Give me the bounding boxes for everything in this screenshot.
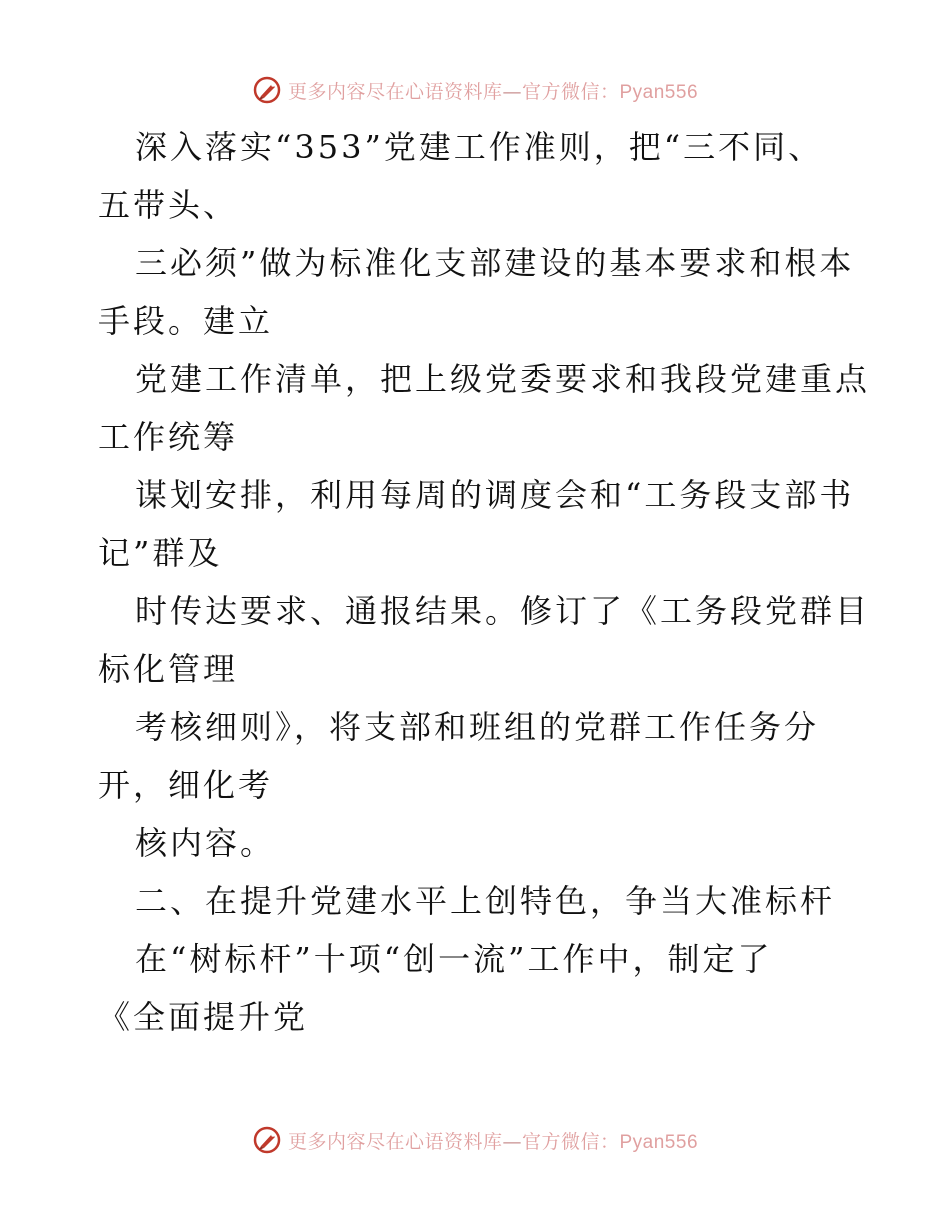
text-line: 五带头、 <box>98 186 239 224</box>
text-line: 时传达要求、通报结果。修订了《工务段党群目 <box>135 592 871 630</box>
text-line: 在“树标杆”十项“创一流”工作中，制定了 <box>135 940 773 978</box>
text-line: 记”群及 <box>98 534 223 572</box>
text-line: 考核细则》，将支部和班组的党群工作任务分 <box>135 708 820 746</box>
watermark-wechat-id: Pyan556 <box>619 81 699 103</box>
text-line: 谋划安排，利用每周的调度会和“工务段支部书 <box>135 476 855 514</box>
pen-logo-icon <box>252 75 282 105</box>
watermark-brand: 更多内容尽在心语资料库 <box>287 80 503 103</box>
watermark-wechat-label: 官方微信： <box>521 80 620 103</box>
text-line: 标化管理 <box>98 650 239 688</box>
watermark-separator: — <box>502 80 522 103</box>
text-line: 核内容。 <box>135 824 276 862</box>
text-line: 深入落实“353”党建工作准则，把“三不同、 <box>135 128 824 166</box>
text-line: 手段。建立 <box>98 302 274 340</box>
document-body <box>98 118 871 1046</box>
watermark-text <box>288 1127 698 1154</box>
watermark-separator: — <box>502 1130 522 1153</box>
text-line: 工作统筹 <box>98 418 239 456</box>
header-watermark <box>0 70 950 110</box>
text-line: 三必须”做为标准化支部建设的基本要求和根本 <box>135 244 855 282</box>
watermark-wechat-label: 官方微信： <box>521 1130 620 1153</box>
text-line: 党建工作清单，把上级党委要求和我段党建重点 <box>135 360 871 398</box>
watermark-wechat-id: Pyan556 <box>619 1131 699 1153</box>
watermark-text <box>288 77 698 104</box>
footer-watermark <box>0 1120 950 1160</box>
watermark-brand: 更多内容尽在心语资料库 <box>287 1130 503 1153</box>
text-line: 开，细化考 <box>98 766 274 804</box>
text-line: 《全面提升党 <box>98 998 309 1036</box>
pen-logo-icon <box>252 1125 282 1155</box>
text-line: 二、在提升党建水平上创特色，争当大准标杆 <box>135 882 836 920</box>
